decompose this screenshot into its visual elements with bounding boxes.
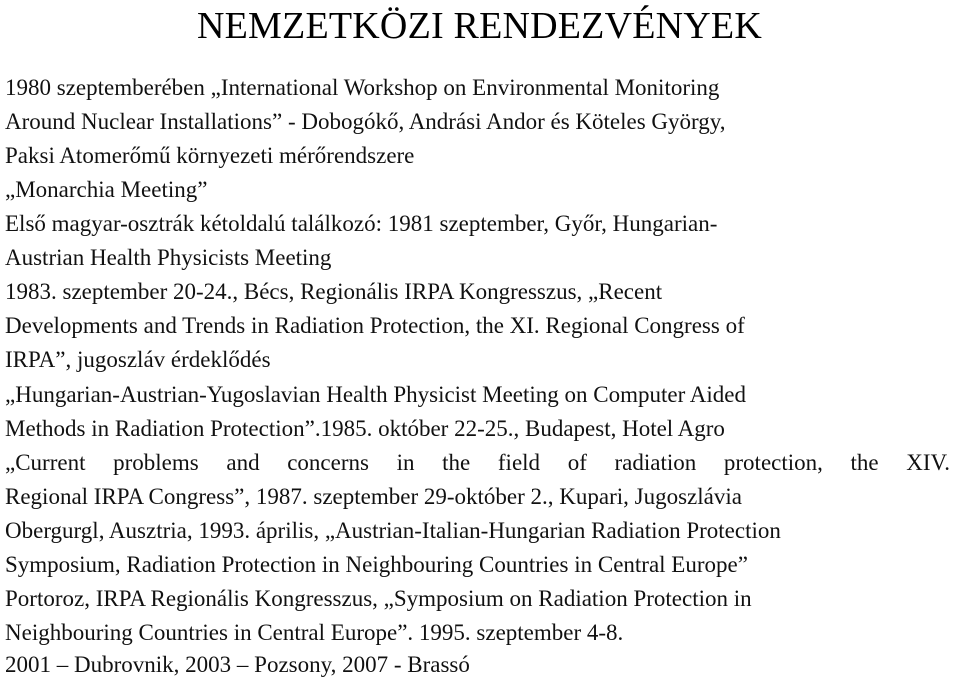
text-line-16: Portoroz, IRPA Regionális Kongresszus, „Symposium on Radiation Protection in <box>5 586 752 611</box>
text-line-9: IRPA”, jugoszláv érdeklődés <box>5 347 271 372</box>
page-title: NEMZETKÖZI RENDEZVÉNYEK <box>197 5 762 47</box>
word: concerns <box>287 450 369 475</box>
text-line-6: Austrian Health Physicists Meeting <box>5 245 332 270</box>
text-line-11: Methods in Radiation Protection”.1985. október 22-25., Budapest, Hotel Agro <box>5 416 725 441</box>
word: the <box>850 450 879 475</box>
word: in <box>396 450 415 475</box>
text-line-7: 1983. szeptember 20-24., Bécs, Regionális IRPA Kongresszus, „Recent <box>5 279 663 304</box>
text-line-14: Obergurgl, Ausztria, 1993. április, „Austrian-Italian-Hungarian Radiation Protection <box>5 518 781 543</box>
word: problems <box>113 450 199 475</box>
text-line-12 <box>5 449 950 477</box>
word: field <box>497 450 541 475</box>
text-line-15: Symposium, Radiation Protection in Neighbouring Countries in Central Europe” <box>5 552 748 577</box>
text-line-18: 2001 – Dubrovnik, 2003 – Pozsony, 2007 - Brassó <box>5 652 470 677</box>
word: XIV. <box>906 450 950 475</box>
word: protection, <box>723 450 823 475</box>
word: radiation <box>614 450 697 475</box>
text-line-8: Developments and Trends in Radiation Protection, the XI. Regional Congress of <box>5 313 745 338</box>
text-line-1: 1980 szeptemberében „International Workshop on Environmental Monitoring <box>5 75 720 100</box>
word: and <box>226 450 260 475</box>
word: „Current <box>5 450 86 475</box>
text-line-3: Paksi Atomerőmű környezeti mérőrendszere <box>5 143 415 168</box>
text-line-2: Around Nuclear Installations” - Dobogókő, Andrási Andor és Köteles György, <box>5 109 726 134</box>
text-line-10: „Hungarian-Austrian-Yugoslavian Health Physicist Meeting on Computer Aided <box>5 382 746 407</box>
text-line-5: Első magyar-osztrák kétoldalú találkozó: 1981 szeptember, Győr, Hungarian- <box>5 211 718 236</box>
text-line-4: „Monarchia Meeting” <box>5 177 208 202</box>
word: of <box>567 450 587 475</box>
text-line-13: Regional IRPA Congress”, 1987. szeptember 29-október 2., Kupari, Jugoszlávia <box>5 484 742 509</box>
word: the <box>442 450 471 475</box>
text-line-17: Neighbouring Countries in Central Europe”. 1995. szeptember 4-8. <box>5 620 624 645</box>
